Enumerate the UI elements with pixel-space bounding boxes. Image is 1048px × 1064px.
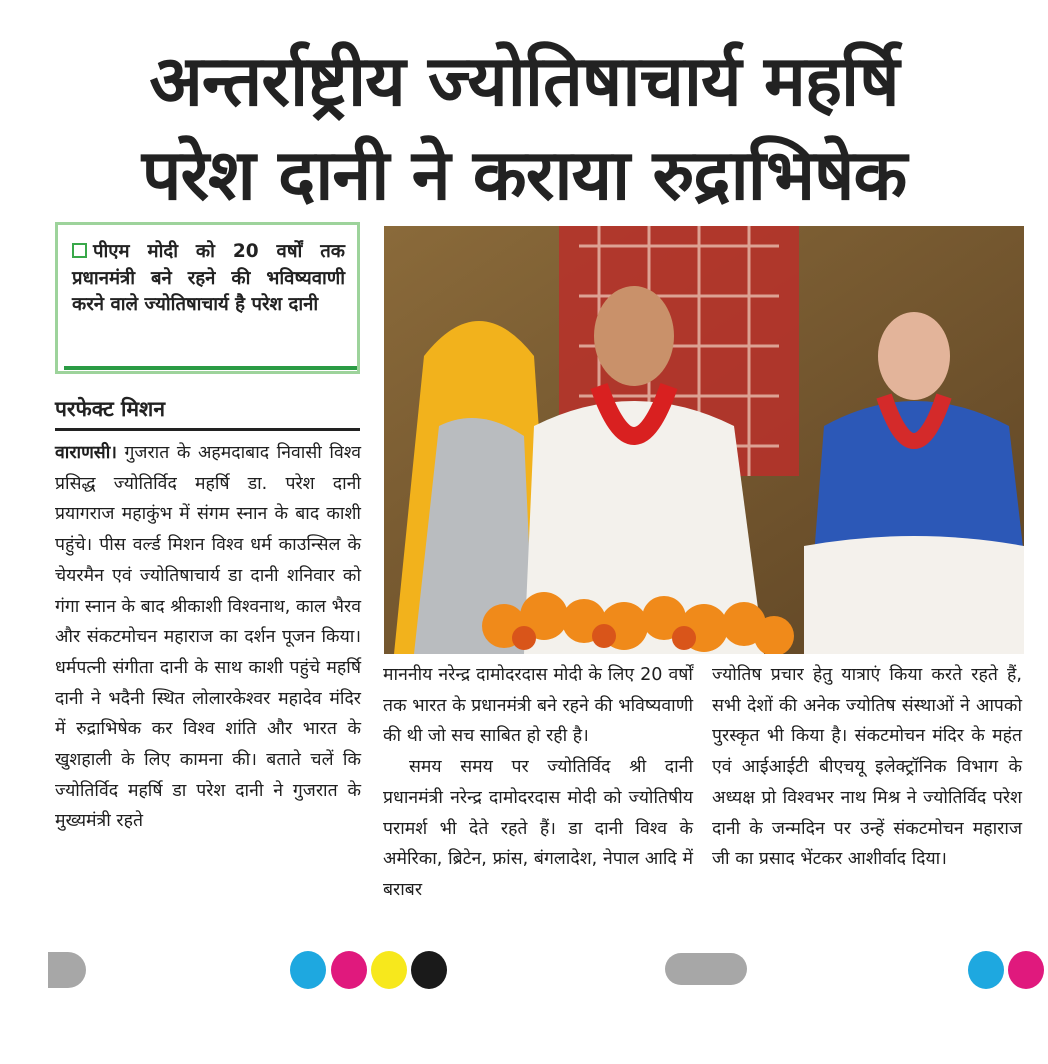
cyan-dot	[290, 951, 326, 989]
article-col2-para1: माननीय नरेन्द्र दामोदरदास मोदी के लिए 20 वर्षों तक भारत के प्रधानमंत्री बने रहने की भविष्यवाणी की थी जो सच साबित हो रही है।	[383, 665, 693, 747]
magenta-dot-right	[1008, 951, 1044, 989]
registration-pill	[665, 953, 747, 985]
article-column-2	[383, 660, 693, 906]
registration-half-mark	[46, 950, 88, 990]
photo-illustration	[384, 226, 1024, 654]
article-column-3	[712, 660, 1022, 875]
highlight-text: पीएम मोदी को 20 वर्षों तक प्रधानमंत्री बने रहने की भविष्यवाणी करने वाले ज्योतिषाचार्य है परेश दानी	[72, 241, 345, 315]
article-col2-para2: समय समय पर ज्योतिर्विद श्री दानी प्रधानमंत्री नरेन्द्र दामोदरदास मोदी को ज्योतिषीय परामर्श भी देते रहते हैं। डा दानी विश्व के अमेरिका, ब्रिटेन, फ्रांस, बंगलादेश, नेपाल आदि में बराबर	[383, 757, 693, 900]
cyan-dot-right	[968, 951, 1004, 989]
yellow-dot	[371, 951, 407, 989]
highlight-text-wrap	[72, 239, 345, 319]
byline: परफेक्ट मिशन	[55, 397, 165, 421]
highlight-box	[55, 222, 360, 374]
highlight-rule	[64, 366, 357, 370]
article-col3-text: ज्योतिष प्रचार हेतु यात्राएं किया करते रहते हैं, सभी देशों की अनेक ज्योतिष संस्थाओं ने आपको पुरस्कृत भी किया है। संकटमोचन मंदिर के महंत एवं आईआईटी बीएचयू इलेक्ट्रॉनिक विभाग के अध्यक्ष प्रो विश्वभर नाथ मिश्र ने ज्योतिर्विद परेश दानी के जन्मदिन पर उन्हें संकटमोचन महाराज जी का प्रसाद भेंटकर आशीर्वाद दिया।	[712, 665, 1022, 870]
photo-rudrabhishek	[384, 226, 1024, 654]
headline-line-2: परेश दानी ने कराया रुद्राभिषेक	[141, 134, 907, 216]
byline-rule	[55, 428, 360, 431]
dateline: वाराणसी।	[55, 443, 117, 463]
article-column-1	[55, 438, 361, 837]
black-dot	[411, 951, 447, 989]
headline	[20, 34, 1028, 222]
article-col1-text: गुजरात के अहमदाबाद निवासी विश्व प्रसिद्ध ज्योतिर्विद महर्षि डा. परेश दानी प्रयागराज महाकुंभ में संगम स्नान के बाद काशी पहुंचे। पीस वर्ल्ड मिशन विश्व धर्म काउन्सिल के चेयरमैन एवं ज्योतिषाचार्य डा दानी शनिवार को गंगा स्नान के बाद श्रीकाशी विश्वनाथ, काल भैरव और संकटमोचन महाराज का दर्शन पूजन किया। धर्मपत्नी संगीता दानी के साथ काशी पहुंचे महर्षि दानी ने भदैनी स्थित लोलारकेश्वर महादेव मंदिर में रुद्राभिषेक कर विश्व शांति और भारत के खुशहाली के लिए कामना की। बताते चलें कि ज्योतिर्विद महर्षि डा परेश दानी ने गुजरात के मुख्यमंत्री रहते	[55, 443, 361, 832]
checkbox-icon	[72, 243, 87, 258]
magenta-dot	[331, 951, 367, 989]
headline-line-1: अन्तर्राष्ट्रीय ज्योतिषाचार्य महर्षि	[149, 40, 899, 122]
